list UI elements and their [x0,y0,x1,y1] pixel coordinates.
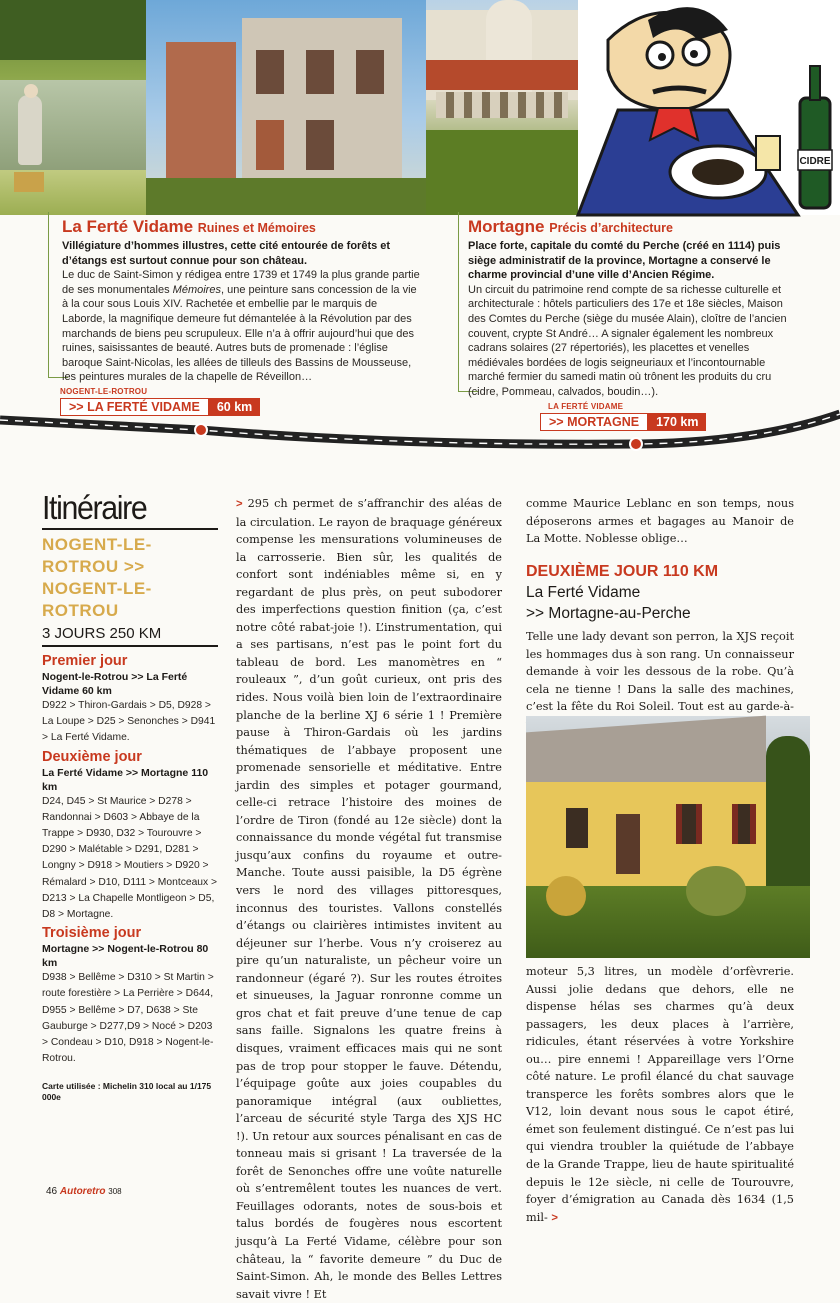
day3-route: Mortagne >> Nogent-le-Rotrou 80 km [42,943,209,970]
feature-body [62,268,422,385]
feature-body: Un circuit du patrimoine rend compte de sa richesse culturelle et architecturale : hôtels particuliers des 17e et 18e siècles, Maison des Comtes du Perche (siège du musée Alain), cloître de l’ancien couvent, crypte St André… A signaler également les nombreux cadrans solaires (27 répertoriés), les placettes et venelles médiévales bordées de logis seigneuriaux et l’incontournable marché fermier du samedi matin où trônent les produits du cru (cidre, Pommeau, calvados, boudin…). [468,283,787,398]
day2-path: D24, D45 > St Maurice > D278 > Randonnai > D603 > Abbaye de la Trappe > D930, D32 > Tourouvre > D290 > Malétable > D291, D281 > Longny > D918 > Moutiers > D920 > Rémalard > D10, D111 > Montceaux > D213 > La Chapelle Montligeon > D5, D8 > Mortagne. [42,795,218,921]
second-day-heading-block [526,562,796,624]
route-destination: >> MORTAGNE [540,413,648,431]
second-day-sub: >> Mortagne-au-Perche [526,605,691,622]
itinerary-sidebar [42,490,218,1103]
feature-title [62,216,422,239]
route-title-line: ROTROU [42,601,119,620]
feature-title-main: Mortagne [468,217,545,236]
second-day-sub: La Ferté Vidame [526,584,641,601]
map-note: Carte utilisée : Michelin 310 local au 1/175 000e [42,1081,212,1103]
illustration-chef-cartoon [578,0,840,215]
day1-route: Nogent-le-Rotrou >> La Ferté Vidame 60 km [42,671,188,697]
feature-title-sub: Ruines et Mémoires [197,221,316,235]
day2-route: La Ferté Vidame >> Mortagne 110 km [42,766,209,793]
article-column-right-top: Telle une lady devant son perron, la XJS reçoit les hommages dus à son rang. Un connaisseur demande à voir les dessous de la robe. Qu’à cela ne tienne ! Dans la salle des machines, c’est la fête du Roi Soleil. Tout est au garde-à- [526,630,794,714]
feature-body-part: Le duc de Saint-Simon y rédigea entre 1739 et 1749 la plus grande partie de ses monumentales [62,269,420,296]
photo-fishing-pond [0,0,146,215]
magazine-brand: Autoretro [59,1186,106,1197]
route-from: NOGENT-LE-ROTROU [60,387,148,396]
feature-body-italic: Mémoires [172,283,221,296]
day1-path: D922 > Thiron-Gardais > D5, D928 > La Loupe > D25 > Senonches > D941 > La Ferté Vidame. [42,700,216,744]
itinerary-heading: Itinéraire [42,489,147,526]
feature-la-ferte-vidame [62,216,422,385]
route-distance: 60 km [209,398,260,416]
feature-body-part: , une peinture sans concession de la vie à la cour sous Louis XIV. Rachetée et embellie par le marquis de Laborde, la magnifique demeure fut démantelée à la Révolution par des marchands de biens peu scrupuleux. Elle n’a à offrir aujourd’hui que des ruines, saisissantes de beauté. Autres buts de promenade : l’église baroque Saint-Nicolas, les allées de tilleuls des Bassins de Mousseuse, les peintures murales de la chapelle de Réveillon… [62,283,417,384]
page-footer [46,1186,122,1197]
feature-title-sub: Précis d’architecture [549,221,673,235]
route-destination: >> LA FERTÉ VIDAME [60,398,209,416]
photo-manor-house [526,716,810,958]
route-title-line: NOGENT-LE- [42,535,152,554]
feature-lead: Place forte, capitale du comté du Perche (créé en 1114) puis siège administratif de la province, Mortagne a conservé le charme provincial d’une ville d’Ancien Régime. [468,240,781,282]
road-decoration [0,400,840,470]
article-text: 295 ch permet de s’affranchir des aléas de la circulation. Le rayon de braquage généreux compense les mensurations volumineuses de la carrosserie. Bien sûr, les qualités de confort sont indéniables même si, en y regardant de plus près, on peut subodorer des imperfections question finition (ça, c’est notre côté rabat-joie !). L’instrumentation, qui a ses partisans, n’est pas le point fort du tableau de bord. Les manomètres en “ rouleaux ”, d’un goût curieux, ont pris des rides. Nous voilà bien loin de l’extraordinaire planche de la berline XJ 6 série 1 ! Première pause à Thiron-Gardais où les jardins thématiques de l’abbaye proposent une promenade sensorielle et méditative. Entre jardin des simples et potager gourmand, celle-ci retrace l’histoire des moines de l’ordre de Tiron (fondé au 12e siècle) dont la connaissance du monde végétal fut transmise jusqu’aux confins du royaume et outre-Manche. Toute aussi paisible, la D5 égrène vers le nord des villages pittoresques, inconnus des touristes. Vallons constellés d’étangs ou clairières intimistes invitent au déjeuner sur l’herbe. Vous n’y croiserez au pire qu’un naturaliste, un pêcheur voire un randonneur (égaré ?). Sur les routes étroites et sinueuses, la Jaguar ronronne comme un gros chat et fait preuve d’une tenue de cap sans faille. Signalons les quatre freins à disques, vraiment efficaces mais qui ne sont pas de trop pour stopper le fauve. Détendu, l’équipage goûte aux joies coupables du panoramique intégral (aux oubliettes, l’arceau de sécurité style Targa des XJS HC !). Un retour aux sources pénalisant en cas de tonneau mais si grisant ! La traversée de la forêt de Senonches offre une voûte naturelle où s’entremêlent toutes les nuances de vert. Feuillages odorants, notes de sous-bois et talus bordés de fougères nous escortent jusqu’à La Ferté Vidame, célèbre pour son château, la “ favorite demeure ” du Duc de Saint-Simon. Ah, le monde des Belles Lettres savait vivre ! Et [236,497,502,1301]
photo-chateau-ruins [146,0,426,215]
divider [42,645,218,647]
article-column-right-bottom [526,963,794,1227]
feature-title-main: La Ferté Vidame [62,217,194,236]
day3-path: D938 > Bellême > D310 > St Martin > route forestière > La Perrière > D644, D955 > Bellême > D7, D638 > Ste Gauburge > D277,D9 > Nocé > D203 > Condeau > D10, D918 > Nogent-le-Rotrou. [42,972,214,1065]
divider [42,528,218,530]
route-title-line: NOGENT-LE- [42,579,152,598]
continue-arrow: > [551,1211,558,1224]
second-day-heading: DEUXIÈME JOUR 110 KM [526,563,719,580]
itinerary-duration: 3 JOURS 250 KM [42,625,162,642]
continue-arrow: > [236,498,243,510]
feature-mortagne [468,216,798,400]
route-from: LA FERTÉ VIDAME [548,402,624,411]
issue-number: 308 [108,1187,122,1196]
itinerary-route-title [42,534,218,622]
feature-title [468,216,798,239]
photo-cloister [426,0,578,215]
route-distance: 170 km [648,413,706,431]
feature-lead: Villégiature d’hommes illustres, cette cité entourée de forêts et d’étangs est surtout connue pour son château. [62,240,391,267]
bottle-label: CIDRE [799,156,831,167]
day2-title: Deuxième jour [42,748,142,765]
page-number: 46 [46,1186,58,1197]
article-column-right-intro: comme Maurice Leblanc en son temps, nous déposerons armes et bagages au Manoir de La Motte. Noblesse oblige… [526,497,794,546]
article-text: moteur 5,3 litres, un modèle d’orfèvrerie. Aussi jolie dedans que dehors, elle ne dispense hélas ses charmes qu’à deux passagers, les deux places à l’arrière, ridicules, étant réservées à votre Yorkshire ou… pire ennemi ! Appareillage vers l’Orne côté nature. Le profil élancé du chat sauvage transperce les forêts sombres alors que le V12, loin devant nous sous le capot étiré, émet son feulement distingué. Ce n’est pas lui qui viendra troubler la quiétude de l’abbaye de la Grande Trappe, lieu de haute spiritualité depuis le 12e siècle, ni celle de Tourouvre, foyer d’émigration au Canada dès 1634 (1,5 mil- [526,965,794,1224]
route-title-line: ROTROU >> [42,557,145,576]
article-column-middle [236,495,502,1303]
day3-title: Troisième jour [42,925,142,942]
day1-title: Premier jour [42,653,128,669]
